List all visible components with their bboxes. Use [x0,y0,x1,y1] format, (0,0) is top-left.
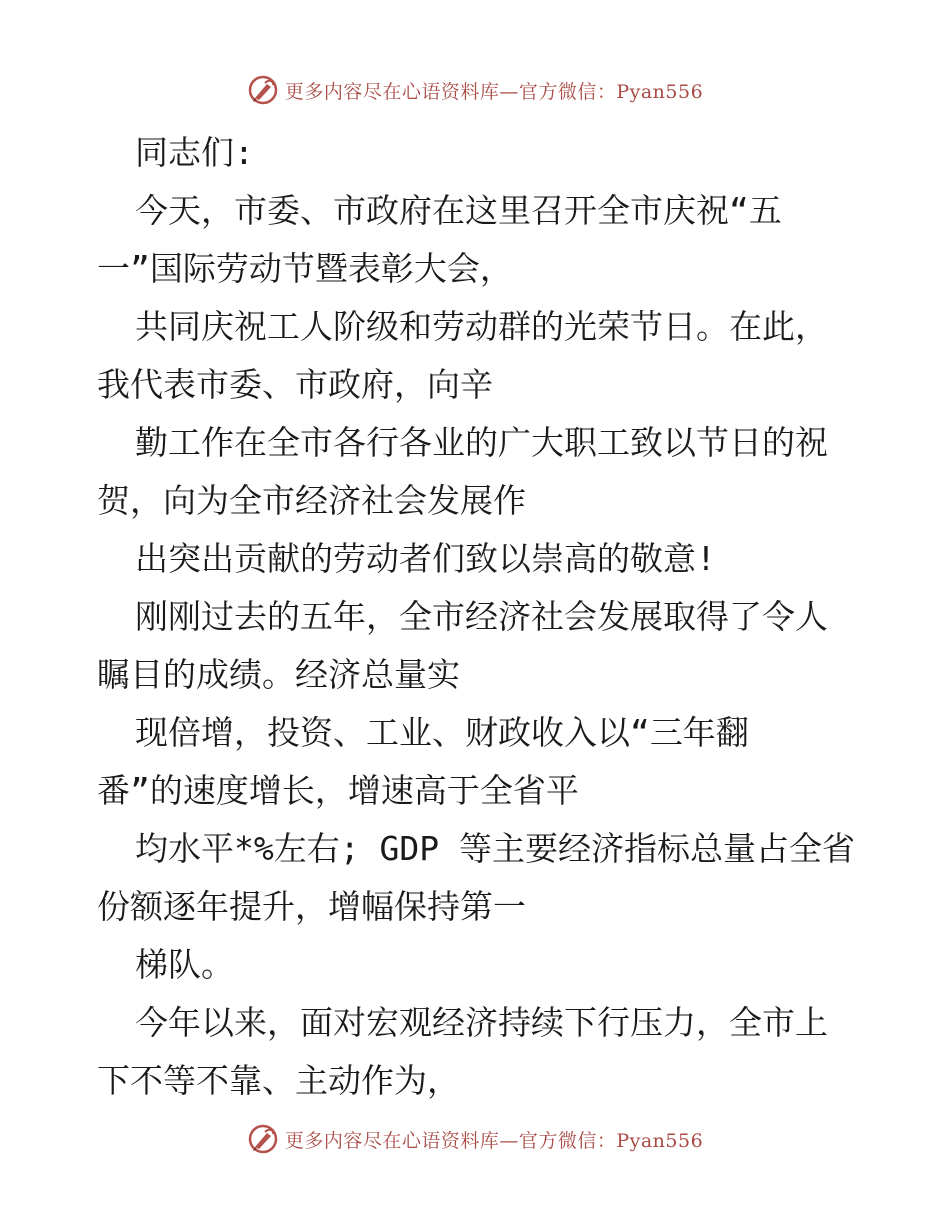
text-line: 番”的速度增长，增速高于全省平 [97,771,579,810]
text-line: 贺，向为全市经济社会发展作 [97,481,526,520]
text-line: 下不等不靠、主动作为， [97,1061,460,1100]
footer-banner [0,1119,950,1159]
text-line: 刚刚过去的五年，全市经济社会发展取得了令人 [135,597,828,636]
text-line: 共同庆祝工人阶级和劳动群的光荣节日。在此， [135,307,828,346]
text-line: 现倍增，投资、工业、财政收入以“三年翻 [135,713,749,752]
text-line: 同志们: [135,133,254,172]
pen-logo-icon [247,74,279,106]
text-line: 今年以来，面对宏观经济持续下行压力，全市上 [135,1003,828,1042]
text-line: 勤工作在全市各行各业的广大职工致以节日的祝 [135,423,828,462]
text-line: 一”国际劳动节暨表彰大会， [97,249,513,288]
pen-logo-icon [247,1123,279,1155]
text-line: 出突出贡献的劳动者们致以崇高的敬意! [135,539,716,578]
text-line: 梯队。 [135,945,234,984]
header-banner-text: 更多内容尽在心语资料库—官方微信：Pyan556 [284,80,704,103]
document-body [97,124,857,1110]
text-line: 份额逐年提升，增幅保持第一 [97,887,526,926]
header-banner [0,70,950,110]
text-line: 我代表市委、市政府，向辛 [97,365,493,404]
text-line: 均水平*%左右; GDP 等主要经济指标总量占全省 [135,829,855,868]
footer-banner-text: 更多内容尽在心语资料库—官方微信：Pyan556 [284,1129,704,1152]
text-line: 今天，市委、市政府在这里召开全市庆祝“五 [135,191,782,230]
text-line: 瞩目的成绩。经济总量实 [97,655,460,694]
